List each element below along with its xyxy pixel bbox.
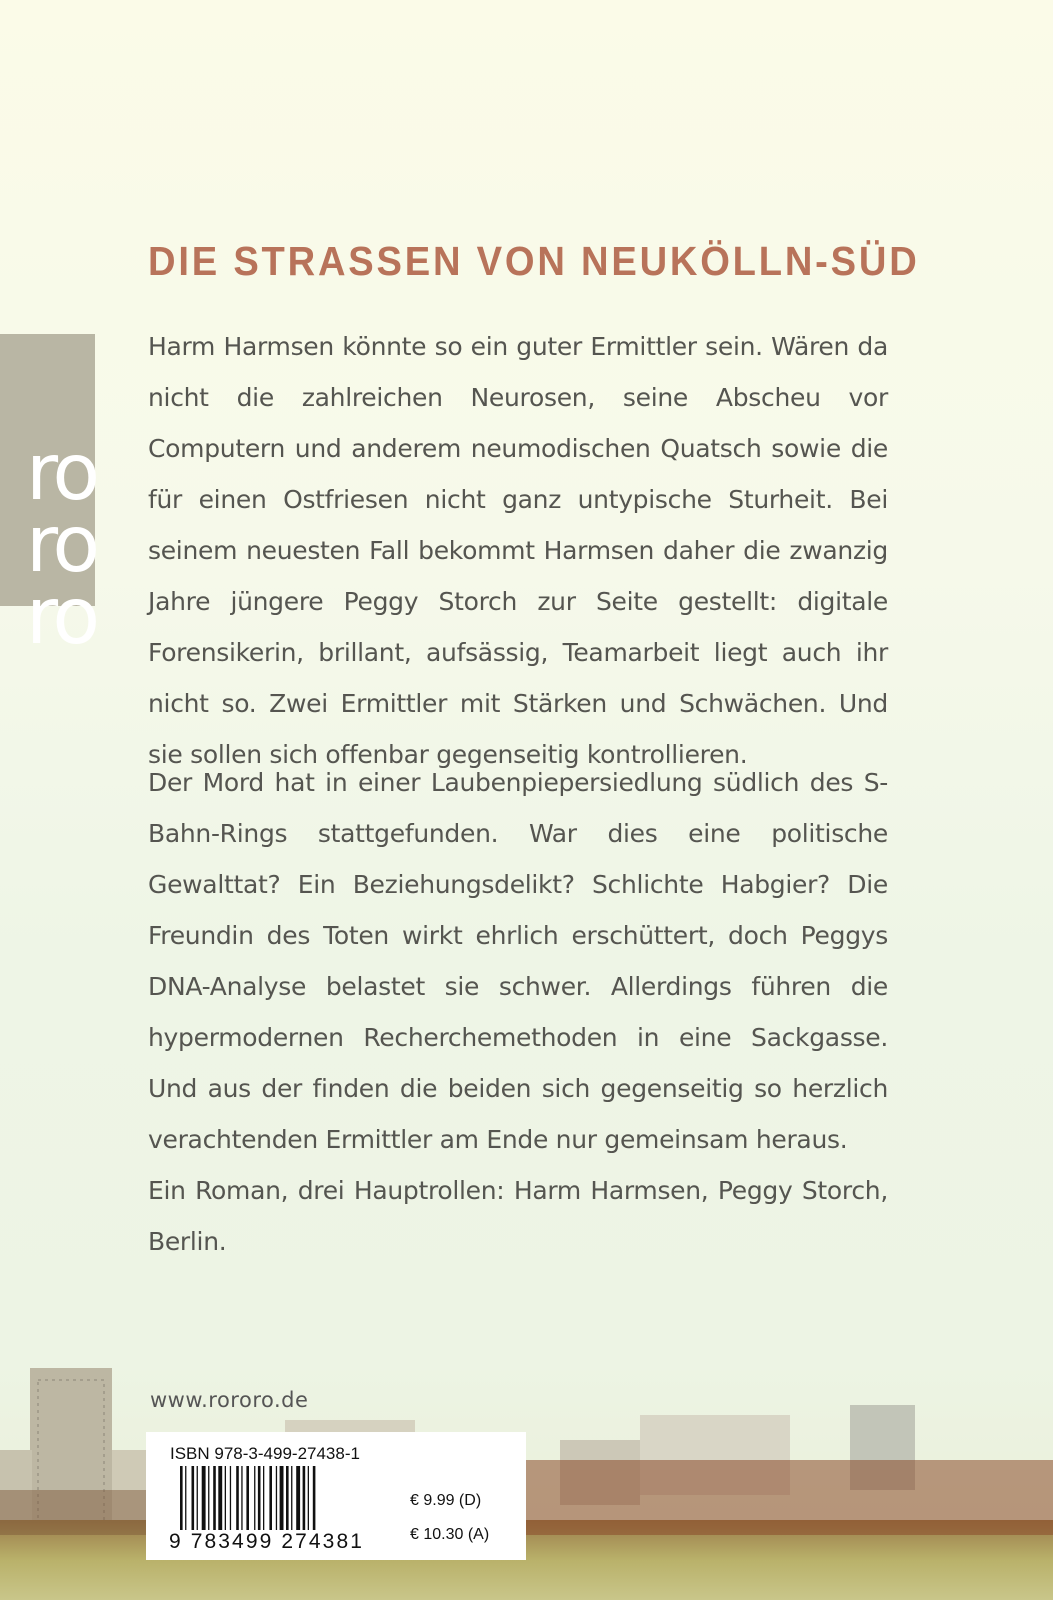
- barcode-icon: [180, 1466, 380, 1540]
- rororo-logo: [0, 334, 97, 662]
- barcode-bar: [213, 1466, 216, 1540]
- barcode-bar: [241, 1466, 242, 1540]
- barcode-bar: [276, 1466, 277, 1540]
- logo-line: ro: [26, 572, 97, 662]
- barcode-bar: [218, 1466, 222, 1540]
- barcode-bar: [202, 1466, 206, 1540]
- barcode-bar: [197, 1466, 198, 1540]
- barcode-bar: [308, 1466, 309, 1540]
- barcode-label: [146, 1432, 526, 1560]
- logo-line: ro: [26, 500, 97, 590]
- logo-line: ro: [26, 428, 97, 518]
- barcode-bar: [296, 1466, 300, 1540]
- website-url[interactable]: www.rororo.de: [150, 1388, 309, 1412]
- blurb-paragraph-2: Der Mord hat in einer Laubenpiepersiedlung südlich des S-Bahn-Rings stattgefunden. War dies eine politische Gewalttat? Ein Beziehungsdelikt? Schlichte Habgier? Die Freundin des Toten wirkt ehrlich erschüttert, doch Peggys DNA-Analyse belastet sie schwer. Allerdings führen die hypermodernen Recherchemethoden in eine Sackgasse. Und aus der finden die beiden sich gegenseitig so herzlich verachtenden Ermittler am Ende nur gemeinsam heraus.: [148, 768, 888, 1154]
- barcode-bar: [291, 1466, 292, 1540]
- barcode-bar: [230, 1466, 231, 1540]
- barcode-bar: [280, 1466, 284, 1540]
- shrubs: [0, 1490, 150, 1535]
- price-austria: € 10.30 (A): [410, 1526, 490, 1543]
- isbn-text: ISBN 978-3-499-27438-1: [170, 1444, 360, 1463]
- barcode-bar: [269, 1466, 272, 1540]
- barcode-bar: [225, 1466, 226, 1540]
- barcode-bar: [208, 1466, 209, 1540]
- barcode-bar: [254, 1466, 255, 1540]
- price-germany: € 9.99 (D): [410, 1492, 482, 1509]
- barcode-bar: [246, 1466, 249, 1540]
- barcode-bar: [236, 1466, 239, 1540]
- blurb-paragraph-1: Harm Harmsen könnte so ein guter Ermittler sein. Wären da nicht die zahlreichen Neurosen, seine Abscheu vor Computern und anderem neumodischen Quatsch sowie die für einen Ostfriesen nicht ganz untypische Sturheit. Bei seinem neuesten Fall bekommt Harmsen daher die zwanzig Jahre jüngere Peggy Storch zur Seite gestellt: digitale Forensikerin, brillant, aufsässig, Teamarbeit liegt auch ihr nicht so. Zwei Ermittler mit Stärken und Schwächen. Und sie sollen sich offenbar gegenseitig kontrollieren.: [148, 332, 888, 769]
- barcode-bar: [180, 1466, 183, 1540]
- barcode-bar: [185, 1466, 186, 1540]
- autumn-trees: [520, 1460, 1053, 1535]
- barcode-digits: 9 783499 274381: [169, 1530, 364, 1553]
- barcode-bar: [258, 1466, 261, 1540]
- barcode-bar: [263, 1466, 264, 1540]
- blurb-tagline: Ein Roman, drei Hauptrollen: Harm Harmsen, Peggy Storch, Berlin.: [148, 1176, 888, 1256]
- barcode-bar: [313, 1466, 316, 1540]
- barcode-bar: [303, 1466, 306, 1540]
- barcode-bar: [286, 1466, 289, 1540]
- barcode-bar: [192, 1466, 195, 1540]
- headline: DIE STRASSEN VON NEUKÖLLN-SÜD: [148, 238, 920, 284]
